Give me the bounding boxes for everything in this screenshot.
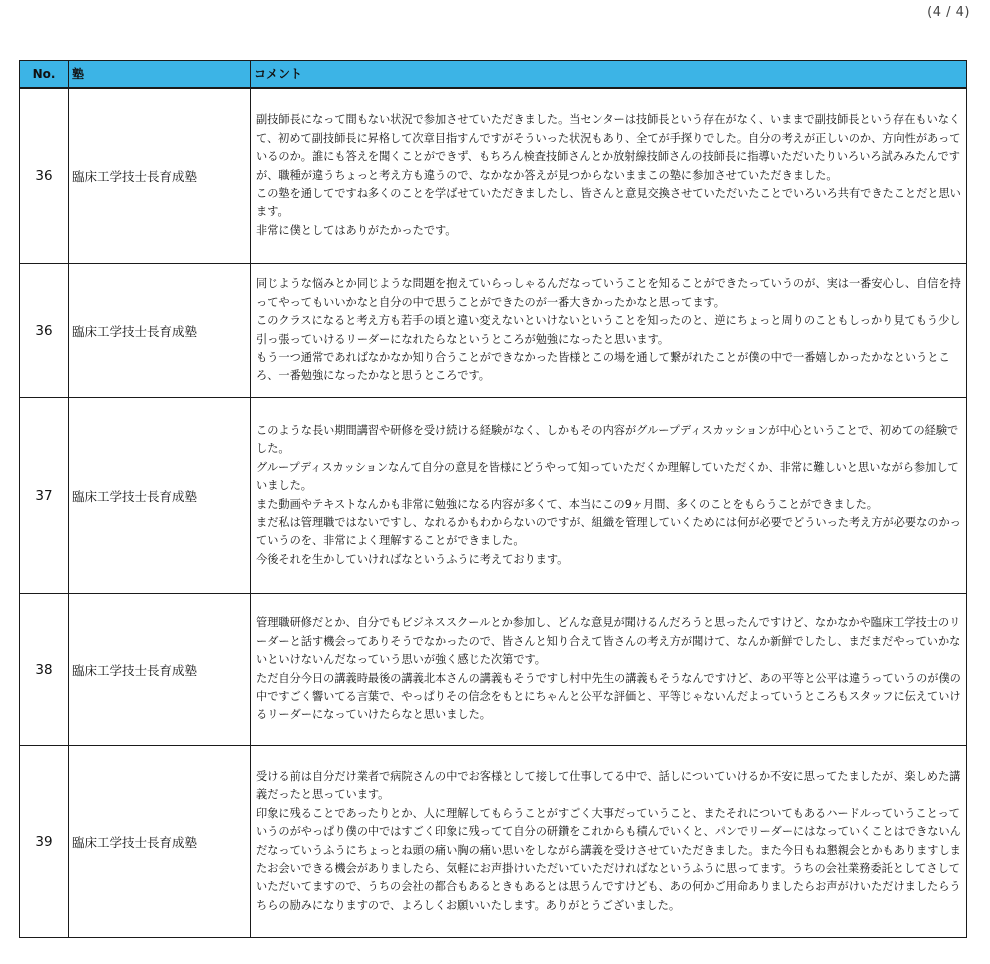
row-comment-cell (251, 398, 967, 594)
row-comment-cell (251, 88, 967, 264)
row-no: 38 (20, 594, 69, 746)
row-no: 36 (20, 88, 69, 264)
row-juku: 臨床工学技士長育成塾 (69, 88, 251, 264)
table-row (20, 398, 967, 594)
row-comment-cell (251, 594, 967, 746)
header-no: No. (20, 61, 69, 88)
row-no: 39 (20, 746, 69, 938)
header-comment: コメント (251, 61, 967, 88)
table-row (20, 746, 967, 938)
row-comment: このような長い期間講習や研修を受け続ける経験がなく、しかもその内容がグループディスカッションが中心ということで、初めての経験でした。 グループディスカッションなんて自分の意見を皆様にどうやって知っていただくか理解していただくか、非常に難しいと思いながら参加していました。 また動画やテキストなんかも非常に勉強になる内容が多くて、本当にこの9ヶ月間、多くのことをもらうことができました。 まだ私は管理職ではないですし、なれるかもわからないのですが、組織を管理していくためには何が必要でどういった考え方が必要なのかっていうのを、非常によく理解することができました。 今後それを生かしていければなというふうに考えております。 (256, 423, 961, 566)
row-juku: 臨床工学技士長育成塾 (69, 398, 251, 594)
comment-table (19, 60, 967, 938)
row-comment: 副技師長になって間もない状況で参加させていただきました。当センターは技師長という存在がなく、いままで副技師長という存在もいなくて、初めて副技師長に昇格して次章目指すんですがそういった状況もあり、全てが手探りでした。自分の考えが正しいのか、方向性があっているのか。誰にも答えを聞くことができず、もちろん検査技師さんとか放射線技師さんの技師長に指導いただいたりいろいろ試みみたんですが、職種が違うちょっと考え方も違うので、なかなか答えが見つからないままこの塾に参加させていただきました。 この塾を通してですね多くのことを学ばせていただきましたし、皆さんと意見交換させていただいたことでいろいろ共有できたことだと思います。 非常に僕としてはありがたかったです。 (256, 113, 961, 237)
row-juku: 臨床工学技士長育成塾 (69, 264, 251, 398)
table-header-row (20, 61, 967, 88)
row-comment: 受ける前は自分だけ業者で病院さんの中でお客様として接して仕事してる中で、話しについていけるか不安に思ってたましたが、楽しめた講義だったと思っています。 印象に残ることであったりとか、人に理解してもらうことがすごく大事だっていうこと、またそれについてもあるハードルっていうことっていうのがやっぱり僕の中ではすごく印象に残ってて自分の研鑽をこれからも積んでいくと、パンでリーダーにはなっていくことはできないんだなっていうふうにちょっとね頭の痛い胸の痛い思いをしながら講義を受けさせていただきました。また今日もね懇親会とかもありますしまたお会いできる機会がありましたら、気軽にお声掛けいただいていただければなというふうに思ってます。うちの会社業務委託としてさしていただいてますので、うちの会社の都合もあるときもあるとは思うんですけども、あの何かご用命ありましたらお声がけいただけましたらうちらの励みになりますので、よろしくお願いいたします。ありがとうございました。 (256, 769, 961, 912)
row-comment: 管理職研修だとか、自分でもビジネススクールとか参加し、どんな意見が聞けるんだろうと思ったんですけど、なかなかや臨床工学技士のリーダーと話す機会ってありそうでなかったので、皆さんと知り合えて皆さんの考え方が聞けて、なんか新鮮でしたし、まだまだやっていかないといけないんだなっていう思いが強く感じた次第です。 ただ自分今日の講義時最後の講義北本さんの講義もそうですし村中先生の講義もそうなんですけど、あの平等と公平は違うっていうのが僕の中ですごく響いてる言葉で、やっぱりその信念をもとにちゃんと公平な評価と、平等じゃないんだよっていうところもスタッフに伝えていけるリーダーになっていけたらなと思いました。 (256, 616, 961, 722)
row-no: 37 (20, 398, 69, 594)
row-juku: 臨床工学技士長育成塾 (69, 594, 251, 746)
row-comment-cell (251, 746, 967, 938)
header-juku: 塾 (69, 61, 251, 88)
page-indicator: (4 / 4) (927, 5, 970, 20)
table-row (20, 88, 967, 264)
table-row (20, 594, 967, 746)
comment-table-container (19, 60, 966, 938)
row-no: 36 (20, 264, 69, 398)
row-comment: 同じような悩みとか同じような問題を抱えていらっしゃるんだなっていうことを知ることができたっていうのが、実は一番安心し、自信を持ってやってもいいかなと自分の中で思うことができたのが一番大きかったかなと思ってます。 このクラスになると考え方も若手の頃と違い変えないといけないということを知ったのと、逆にちょっと周りのこともしっかり見てもう少し引っ張っていけるリーダーになれたらなというところが勉強になったと思います。 もう一つ通常であればなかなか知り合うことができなかった皆様とこの場を通して繋がれたことが僕の中で一番嬉しかったかなというところ、一番勉強になったかなと思うところです。 (256, 277, 961, 383)
table-row (20, 264, 967, 398)
row-juku: 臨床工学技士長育成塾 (69, 746, 251, 938)
row-comment-cell (251, 264, 967, 398)
